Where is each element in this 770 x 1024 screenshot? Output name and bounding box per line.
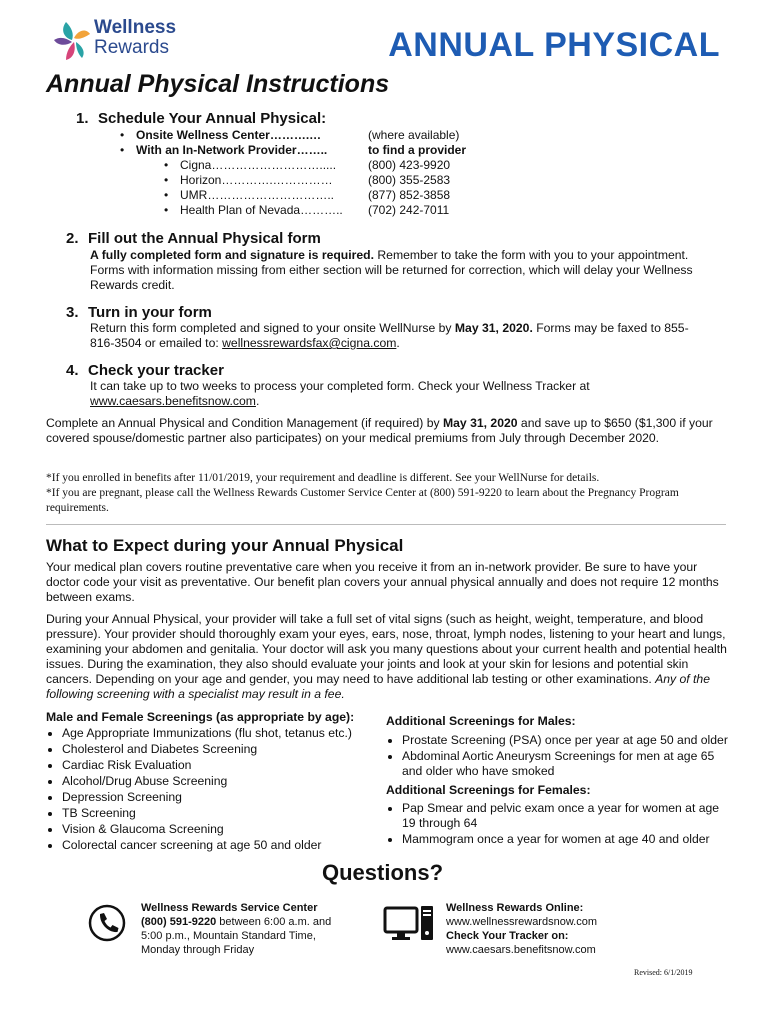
step1-item-text: to find a provider <box>368 143 467 157</box>
step1-item-text: Cigna………………………..... <box>180 158 337 172</box>
step1-item-text: (800) 423-9920 <box>368 158 451 172</box>
flower-logo-icon <box>52 18 92 64</box>
tracker-url-link[interactable]: www.caesars.benefitsnow.com <box>446 944 596 956</box>
screening-item: • Cardiac Risk Evaluation <box>62 758 376 773</box>
step3-text <box>90 321 690 351</box>
page-title: Annual Physical Instructions <box>46 70 390 98</box>
screening-item: • Abdominal Aortic Aneurysm Screenings for men at age 65 and older who have smoked <box>402 749 731 779</box>
mf-screenings <box>46 710 376 854</box>
female-list <box>386 801 731 847</box>
screening-item: • Cholesterol and Diabetes Screening <box>62 742 376 757</box>
step1-item-text: (877) 852-3858 <box>368 188 451 202</box>
footnote-pregnant: *If you are pregnant, please call the Wellness Rewards Customer Service Center at (800) 591-9220 to learn about the Pregnancy Program requirements. <box>46 487 679 514</box>
male-title: Additional Screenings for Males: <box>386 714 576 728</box>
step1-item-text: Horizon………….…………… <box>180 173 333 187</box>
complete-t2: and save up to $650 ($1,300 if your covered spouse/domestic partner also participates) on your medical premiums from July through December 2020. <box>46 416 713 445</box>
step2-heading <box>66 230 321 247</box>
service-center-block <box>141 901 341 957</box>
step1-heading <box>76 110 326 127</box>
screening-item: • Prostate Screening (PSA) once per year at age 50 and older <box>402 733 731 748</box>
screening-item: • Vision & Glaucoma Screening <box>62 822 376 837</box>
step4-t1: It can take up to two weeks to process your completed form. Check your Wellness Tracker at <box>90 379 590 393</box>
questions-title: Questions? <box>322 860 444 885</box>
step1-row <box>120 143 370 158</box>
step1-number: 1. <box>76 110 89 127</box>
step2-bold: A fully completed form and signature is required. <box>90 248 374 262</box>
page-title-wrap <box>46 70 389 99</box>
step1-row <box>120 173 370 188</box>
bullet: • <box>164 188 169 202</box>
logo-line2: Rewards <box>94 37 169 58</box>
step1-item-text: (800) 355-2583 <box>368 173 451 187</box>
step2-rest: Remember to take the form with you to your appointment. Forms with information missing from either section will be returned for correction, which will delay your Wellness Rewards credit. <box>90 248 693 292</box>
step1-row <box>368 143 528 158</box>
step1-item-text: Onsite Wellness Center……….… <box>136 128 322 142</box>
footnote-enrolled: *If you enrolled in benefits after 11/01/2019, your requirement and deadline is different. See your WellNurse for details. <box>46 472 600 484</box>
step3-date: May 31, 2020. <box>454 321 533 335</box>
expect-p2 <box>46 612 730 702</box>
screening-item: • Pap Smear and pelvic exam once a year for women at age 19 through 64 <box>402 801 731 831</box>
logo-text <box>94 18 176 58</box>
section-divider <box>46 524 726 525</box>
screening-item: • Colorectal cancer screening at age 50 and older <box>62 838 376 853</box>
screening-item: • Alcohol/Drug Abuse Screening <box>62 774 376 789</box>
service-center-hours: between 6:00 a.m. and 5:00 p.m., Mountain Standard Time, Monday through Friday <box>141 916 332 956</box>
step3-t3: . <box>396 336 400 350</box>
expect-title: What to Expect during your Annual Physical <box>46 536 404 555</box>
step1-row <box>368 203 528 218</box>
step1-right-list <box>368 128 528 218</box>
step1-title: Schedule Your Annual Physical: <box>98 110 327 127</box>
step3-number: 3. <box>66 304 79 321</box>
step4-t2: . <box>255 394 260 408</box>
step4-number: 4. <box>66 362 79 379</box>
step1-row <box>120 128 370 143</box>
screening-item: • Mammogram once a year for women at age 40 and older <box>402 832 731 847</box>
banner-title: ANNUAL PHYSICAL <box>388 26 720 64</box>
step1-item-text: UMR………………………….. <box>180 188 334 202</box>
step3-t1: Return this form completed and signed to your onsite WellNurse by <box>90 321 455 335</box>
step3-t2: Forms may be faxed to 855-816-3504 or emailed to: <box>90 321 689 350</box>
step1-left-list <box>120 128 370 218</box>
fax-email-link[interactable]: wellnessrewardsfax@cigna.com <box>222 336 397 350</box>
step2-text <box>90 248 720 293</box>
tracker-link[interactable]: www.caesars.benefitsnow.com <box>90 394 256 408</box>
mf-list <box>46 726 376 853</box>
step1-row <box>120 203 370 218</box>
step4-heading <box>66 362 224 379</box>
service-center-title: Wellness Rewards Service Center <box>141 902 318 914</box>
male-list <box>386 733 731 779</box>
female-title: Additional Screenings for Females: <box>386 783 591 797</box>
step4-text <box>90 379 650 409</box>
tracker-title: Check Your Tracker on: <box>446 930 569 942</box>
step1-row <box>368 188 528 203</box>
expect-p1: Your medical plan covers routine preventative care when you receive it from an in-network provider. Be sure to have your doctor code your visit as preventative. Our benefit plan covers your annual physical annually and does not require 12 months between exams. <box>46 560 719 604</box>
mf-title: Male and Female Screenings (as appropriate by age): <box>46 710 355 724</box>
step1-row <box>368 128 528 143</box>
gender-screenings <box>386 714 731 848</box>
wellness-rewards-logo <box>52 16 202 66</box>
expect-p2-italic: Any of the following screening with a specialist may result in a fee. <box>46 672 710 701</box>
step2-number: 2. <box>66 230 79 247</box>
step1-item-text: (702) 242-7011 <box>368 203 450 217</box>
screening-item: • Age Appropriate Immunizations (flu shot, tetanus etc.) <box>62 726 376 741</box>
service-center-phone[interactable]: (800) 591-9220 <box>141 916 217 928</box>
step3-title: Turn in your form <box>88 304 212 321</box>
bullet: • <box>120 143 125 157</box>
step1-row <box>120 188 370 203</box>
complete-date: May 31, 2020 <box>443 416 518 430</box>
step3-heading <box>66 304 212 321</box>
complete-paragraph <box>46 416 726 446</box>
online-title: Wellness Rewards Online: <box>446 902 584 914</box>
phone-icon <box>88 904 126 942</box>
bullet: • <box>164 173 169 187</box>
screening-item: • TB Screening <box>62 806 376 821</box>
step1-item-text: (where available) <box>368 128 460 142</box>
step1-row <box>368 158 528 173</box>
step1-row <box>368 173 528 188</box>
expect-p2-text: During your Annual Physical, your provider will take a full set of vital signs (such as height, weight, temperature, and blood pressure). Your provider should thoroughly exam your eyes, ears, nose, throat, lymph nodes, listening to your heart and lungs, examining your abdomen and genitalia. Your doctor will ask you many questions about your current health and potential health issues. During the examination, they also should evaluate your joints and look at your skin for lesions and potential skin cancers. Depending on your age and gender, you may need to have additional lab testing or other examinations. <box>46 612 727 686</box>
complete-t1: Complete an Annual Physical and Condition Management (if required) by <box>46 416 443 430</box>
logo-line1: Wellness <box>94 17 177 38</box>
step4-title: Check your tracker <box>88 362 224 379</box>
computer-icon <box>383 904 435 942</box>
online-block <box>446 901 666 957</box>
bullet: • <box>164 203 169 217</box>
step1-item-text: With an In-Network Provider…….. <box>136 143 328 157</box>
step1-item-text: Health Plan of Nevada……….. <box>180 203 343 217</box>
footnotes <box>46 471 726 516</box>
step1-row <box>120 158 370 173</box>
bullet: • <box>120 128 125 142</box>
bullet: • <box>164 158 169 172</box>
online-url-link[interactable]: www.wellnessrewardsnow.com <box>446 916 597 928</box>
step2-title: Fill out the Annual Physical form <box>88 230 321 247</box>
screening-item: • Depression Screening <box>62 790 376 805</box>
revised-date: Revised: 6/1/2019 <box>634 968 693 977</box>
